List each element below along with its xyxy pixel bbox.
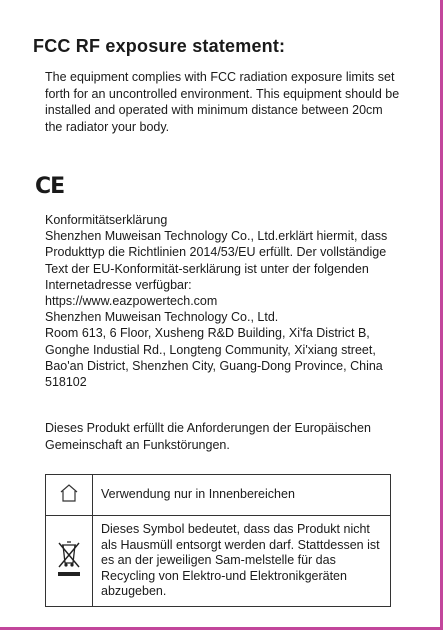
declaration-company: Shenzhen Muweisan Technology Co., Ltd. — [45, 310, 279, 325]
document-page — [33, 36, 403, 598]
weee-text: Dieses Symbol bedeutet, dass das Produkt nicht als Hausmüll entsorgt werden darf. Stattdessen ist es an der jeweiligen Sam-melstelle für das Recycling von Elektro-und Elektronikgeräten abzugeben. — [93, 516, 391, 607]
table-row — [46, 516, 391, 607]
info-table — [45, 474, 391, 607]
declaration-heading: Konformitätserklärung — [45, 213, 168, 227]
crossed-bin-icon — [46, 516, 93, 607]
declaration-text: Shenzhen Muweisan Technology Co., Ltd.erklärt hiermit, dass Produkttyp die Richtlinien 2014/53/EU erfüllt. Der vollständige Text der EU-Konformität-serklärung ist unter der folgenden Internetadresse verfügbar: — [45, 229, 388, 292]
ce-mark-icon — [35, 174, 64, 199]
fcc-title: FCC RF exposure statement: — [33, 36, 286, 56]
declaration-address: Room 613, 6 Floor, Xusheng R&D Building, Xi'fa District B, Gonghe Industial Rd., Longteng Community, Xi'xiang street, Bao'an District, Shenzhen City, Guang-Dong Province, China 518102 — [45, 326, 383, 390]
declaration-url: https://www.eazpowertech.com — [45, 294, 218, 309]
declaration-section — [45, 212, 393, 390]
indoor-use-text: Verwendung nur in Innenbereichen — [93, 475, 391, 516]
fcc-section — [33, 69, 403, 135]
ce-mark-text: CE — [35, 174, 65, 199]
fcc-body: The equipment complies with FCC radiation exposure limits set forth for an uncontrolled environment. This equipment should be installed and operated with minimum distance between 20cm the radiator your body. — [45, 70, 400, 134]
eu-note: Dieses Produkt erfüllt die Anforderungen der Europäischen Gemeinschaft an Funkstörungen. — [45, 421, 371, 452]
house-icon — [46, 475, 93, 516]
table-row — [46, 475, 391, 516]
